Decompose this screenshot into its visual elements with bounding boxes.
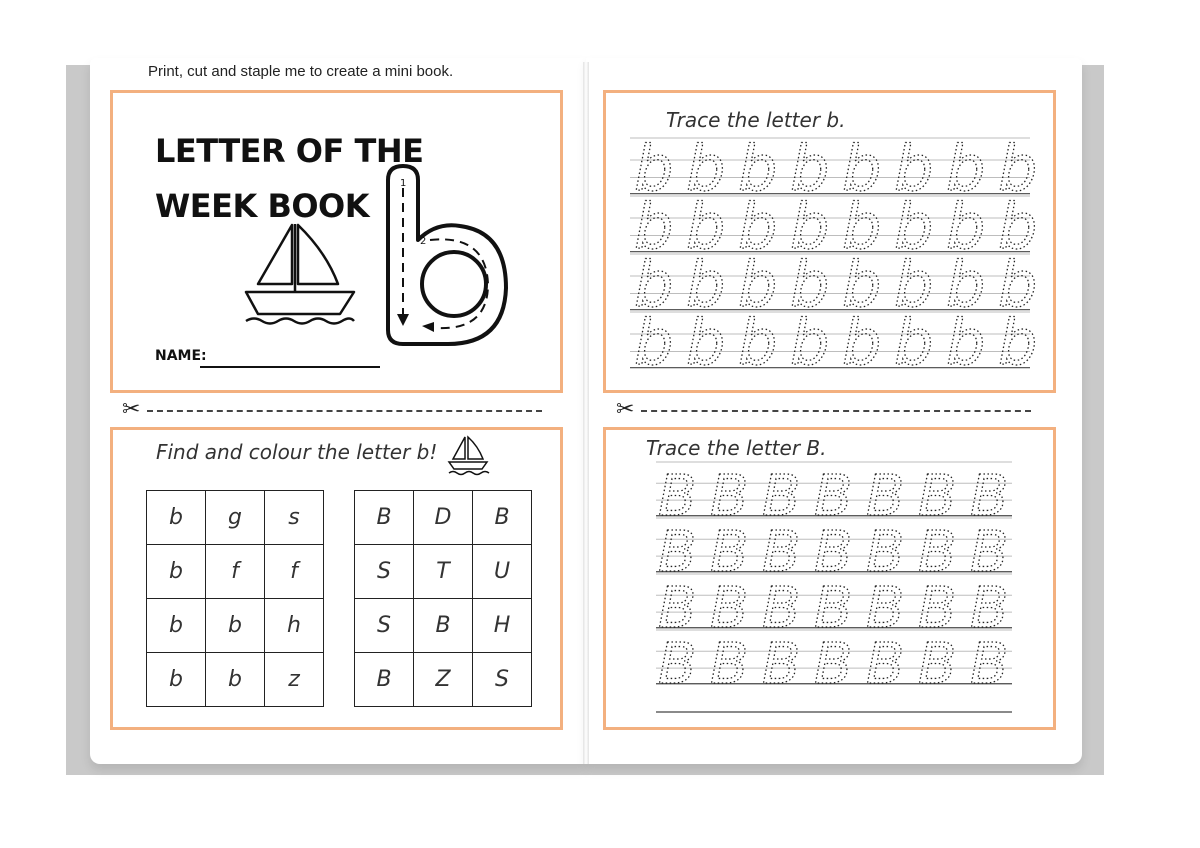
trace-glyph: b [686, 248, 726, 321]
trace-glyph: B [762, 576, 801, 641]
trace-glyph: b [790, 248, 830, 321]
name-input-line[interactable] [200, 366, 380, 368]
cut-line-right [641, 410, 1031, 412]
trace-glyph: B [710, 520, 749, 585]
grid-row [355, 653, 532, 707]
trace-glyph: B [970, 632, 1009, 697]
letter-grid-right [354, 490, 532, 707]
trace-upper-worksheet [656, 462, 1012, 718]
trace-glyph: b [790, 306, 830, 379]
trace-glyph: B [814, 520, 853, 585]
grid-cell[interactable]: b [147, 545, 206, 599]
grid-cell[interactable]: b [147, 653, 206, 707]
grid-cell[interactable]: B [414, 599, 473, 653]
grid-cell[interactable]: B [355, 653, 414, 707]
trace-glyph: b [738, 190, 778, 263]
grid-cell[interactable]: b [206, 599, 265, 653]
trace-glyph: B [970, 464, 1009, 529]
grid-row [355, 545, 532, 599]
grid-cell[interactable]: B [473, 491, 532, 545]
trace-glyph: B [918, 520, 957, 585]
trace-glyph: B [658, 632, 697, 697]
grid-row [147, 545, 324, 599]
trace-glyph: b [842, 248, 882, 321]
big-letter-b-icon [378, 160, 528, 350]
trace-glyph: B [814, 576, 853, 641]
stroke-label-2: 2 [420, 236, 427, 247]
trace-glyph: B [710, 632, 749, 697]
trace-glyph: B [918, 632, 957, 697]
trace-glyph: B [918, 464, 957, 529]
trace-glyph: B [710, 576, 749, 641]
grid-cell[interactable]: b [147, 599, 206, 653]
grid-cell[interactable]: S [473, 653, 532, 707]
grid-cell[interactable]: f [206, 545, 265, 599]
trace-glyph: B [658, 520, 697, 585]
grid-cell[interactable]: T [414, 545, 473, 599]
trace-glyph: B [970, 520, 1009, 585]
trace-glyph: b [738, 132, 778, 205]
trace-glyph: B [918, 576, 957, 641]
trace-glyph: B [762, 520, 801, 585]
trace-glyph: B [762, 632, 801, 697]
grid-row [147, 599, 324, 653]
grid-cell[interactable]: g [206, 491, 265, 545]
scissors-icon: ✂ [122, 397, 141, 422]
sailboat-icon [240, 222, 360, 332]
header-note: Print, cut and staple me to create a mini book. [148, 63, 454, 80]
trace-glyph: b [998, 248, 1038, 321]
trace-glyph: B [762, 464, 801, 529]
grid-row [147, 491, 324, 545]
stroke-label-1: 1 [400, 178, 407, 189]
trace-glyph: b [946, 190, 986, 263]
scissors-icon: ✂ [616, 397, 635, 422]
trace-upper-title: Trace the letter B. [646, 436, 827, 460]
trace-glyph: b [894, 306, 934, 379]
grid-row [355, 599, 532, 653]
trace-glyph: b [686, 132, 726, 205]
find-colour-title: Find and colour the letter b! [156, 440, 438, 464]
trace-glyph: b [998, 132, 1038, 205]
trace-glyph: b [634, 306, 674, 379]
trace-glyph: b [738, 306, 778, 379]
trace-glyph: b [946, 132, 986, 205]
grid-cell[interactable]: S [355, 599, 414, 653]
trace-glyph: B [866, 576, 905, 641]
grid-cell[interactable]: U [473, 545, 532, 599]
letter-grid-left [146, 490, 324, 707]
trace-glyph: b [998, 190, 1038, 263]
trace-glyph: B [710, 464, 749, 529]
trace-glyph: B [658, 576, 697, 641]
trace-glyph: b [842, 132, 882, 205]
trace-glyph: b [894, 132, 934, 205]
trace-glyph: b [842, 190, 882, 263]
grid-cell[interactable]: b [147, 491, 206, 545]
trace-glyph: B [866, 464, 905, 529]
trace-glyph: b [634, 132, 674, 205]
trace-glyph: b [842, 306, 882, 379]
trace-glyph: B [970, 576, 1009, 641]
trace-glyph: b [738, 248, 778, 321]
trace-glyph: B [866, 520, 905, 585]
grid-cell[interactable]: B [355, 491, 414, 545]
trace-glyph: B [814, 632, 853, 697]
trace-glyph: b [790, 190, 830, 263]
trace-glyph: b [686, 306, 726, 379]
trace-glyph: B [866, 632, 905, 697]
trace-glyph: b [790, 132, 830, 205]
grid-cell[interactable]: Z [414, 653, 473, 707]
trace-glyph: B [658, 464, 697, 529]
book-spine [583, 62, 589, 764]
grid-cell[interactable]: z [265, 653, 324, 707]
grid-cell[interactable]: s [265, 491, 324, 545]
trace-glyph: b [894, 190, 934, 263]
grid-row [147, 653, 324, 707]
trace-lower-title: Trace the letter b. [666, 108, 846, 132]
small-sailboat-icon [446, 435, 490, 475]
cover-title-line2: WEEK BOOK [155, 187, 370, 225]
trace-glyph: b [894, 248, 934, 321]
trace-glyph: b [946, 306, 986, 379]
trace-glyph: b [686, 190, 726, 263]
grid-row [355, 491, 532, 545]
cut-line-left [147, 410, 542, 412]
trace-glyph: b [634, 190, 674, 263]
trace-lower-worksheet [630, 132, 1038, 388]
grid-cell[interactable]: S [355, 545, 414, 599]
trace-glyph: B [814, 464, 853, 529]
grid-cell[interactable]: H [473, 599, 532, 653]
trace-glyph: b [998, 306, 1038, 379]
trace-glyph: b [946, 248, 986, 321]
grid-cell[interactable]: h [265, 599, 324, 653]
grid-cell[interactable]: f [265, 545, 324, 599]
trace-glyph: b [634, 248, 674, 321]
name-label: NAME: [155, 348, 207, 364]
grid-cell[interactable]: D [414, 491, 473, 545]
cover-title-line1: LETTER OF THE [155, 132, 424, 170]
grid-cell[interactable]: b [206, 653, 265, 707]
